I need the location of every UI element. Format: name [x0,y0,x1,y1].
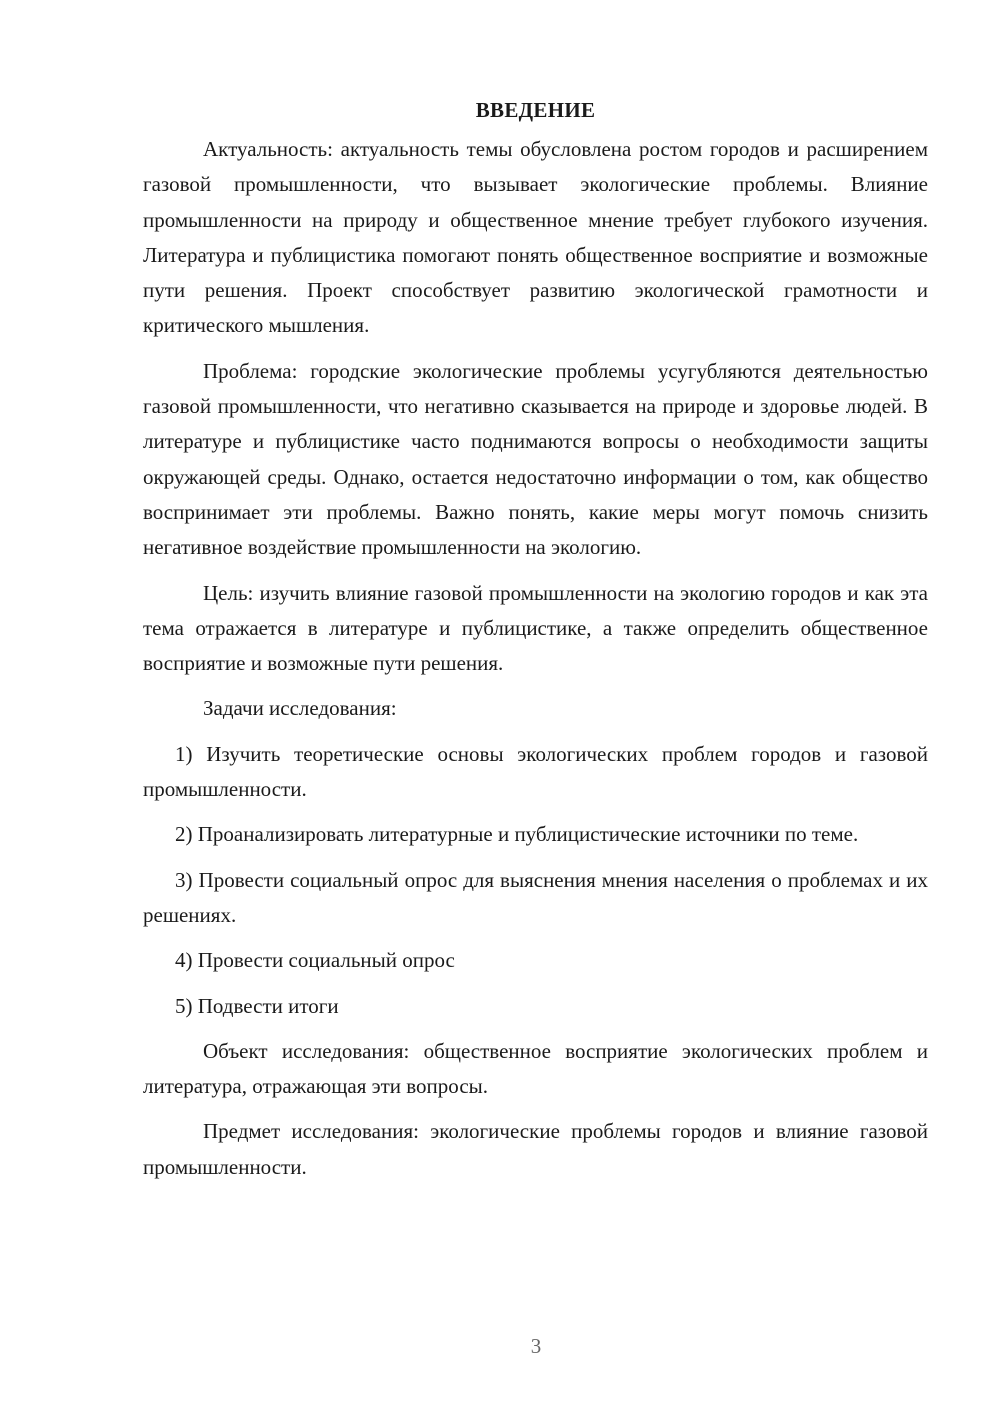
task-item-4: 4) Провести социальный опрос [175,948,455,973]
goal-paragraph: Цель: изучить влияние газовой промышленности на экологию городов и как эта тема отражается в литературе и публицистике, а также определить общественное восприятие и возможные пути решения. [143,580,928,676]
task-item-3: 3) Провести социальный опрос для выяснения мнения населения о проблемах и их решениях. [143,867,928,927]
problem-paragraph: Проблема: городские экологические проблемы усугубляются деятельностью газовой промышленности, что негативно сказывается на природе и здоровье людей. В литературе и публицистике часто поднимаются вопросы о необходимости защиты окружающей среды. Однако, остается недостаточно информации о том, как общество воспринимает эти проблемы. Важно понять, какие меры могут помочь снизить негативное воздействие промышленности на экологию. [143,358,928,560]
relevance-paragraph: Актуальность: актуальность темы обусловлена ростом городов и расширением газовой промышленности, что вызывает экологические проблемы. Влияние промышленности на природу и общественное мнение требует глубокого изучения. Литература и публицистика помогают понять общественное восприятие и возможные пути решения. Проект способствует развитию экологической грамотности и критического мышления. [143,137,928,338]
tasks-title: Задачи исследования: [203,696,397,721]
document-heading: ВВЕДЕНИЕ [475,98,596,122]
object-paragraph: Объект исследования: общественное восприятие экологических проблем и литература, отражающая эти вопросы. [143,1038,928,1099]
page-number: 3 [530,1334,542,1358]
task-item-2: 2) Проанализировать литературные и публицистические источники по теме. [175,822,859,847]
task-item-5: 5) Подвести итоги [175,993,339,1018]
task-item-1: 1) Изучить теоретические основы экологических проблем городов и газовой промышленности. [143,741,928,802]
document-page [143,92,928,1195]
subject-paragraph: Предмет исследования: экологические проблемы городов и влияние газовой промышленности. [143,1119,928,1179]
